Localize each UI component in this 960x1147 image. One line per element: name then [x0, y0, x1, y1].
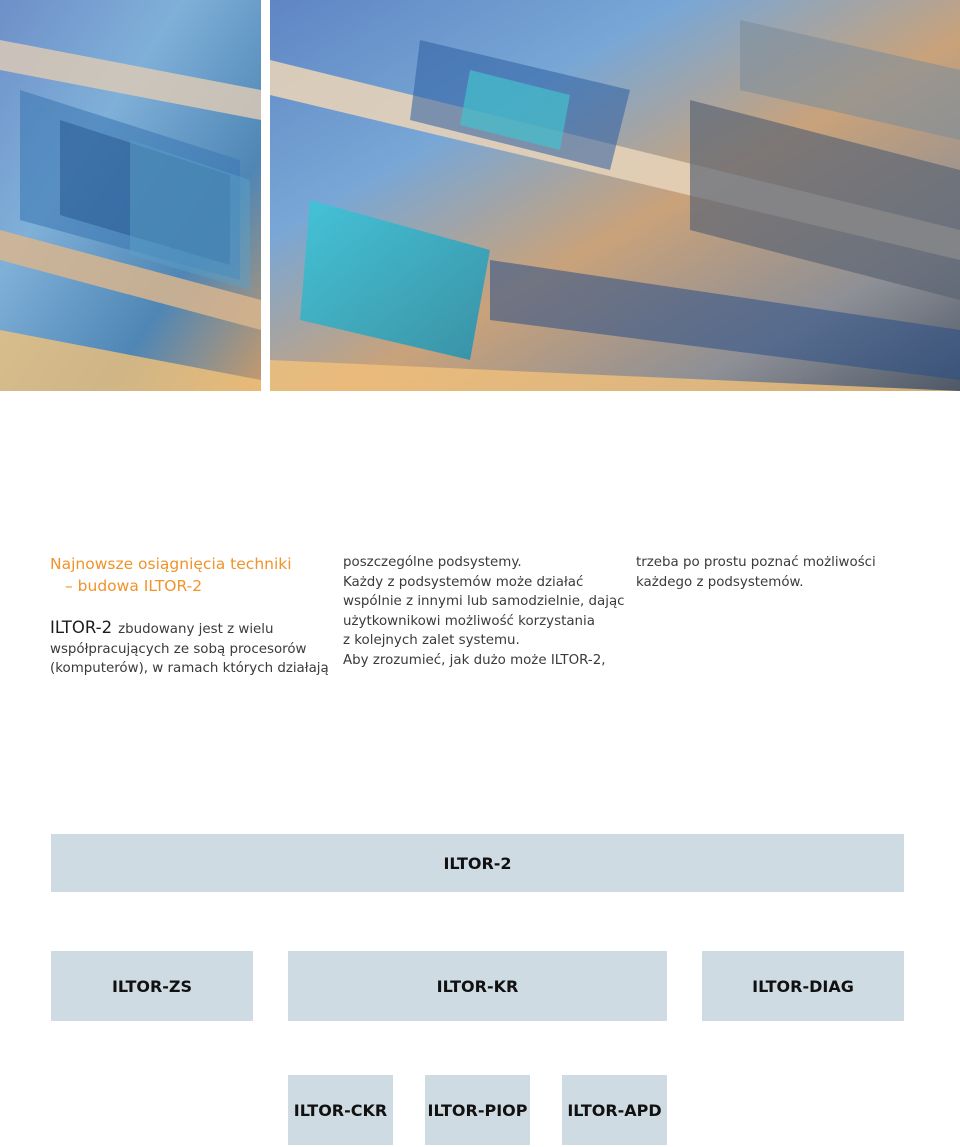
heading-line-2: – budowa ILTOR-2	[65, 577, 203, 595]
heading-line-1: Najnowsze osiągnięcia techniki	[50, 555, 292, 573]
body-line: z kolejnych zalet systemu.	[343, 633, 520, 648]
diagram-root-box: ILTOR-2	[51, 834, 904, 892]
diagram-box-kr: ILTOR-KR	[288, 951, 667, 1021]
body-line: trzeba po prostu poznać możliwości	[636, 555, 876, 570]
brand-name: ILTOR-2	[50, 618, 113, 637]
body-line: wspólnie z innymi lub samodzielnie, dając	[343, 594, 625, 609]
diagram-box-zs: ILTOR-ZS	[51, 951, 253, 1021]
body-column-2	[343, 553, 628, 670]
body-line: poszczególne podsystemy.	[343, 555, 522, 570]
body-column-1	[50, 618, 330, 679]
section-heading	[50, 553, 330, 597]
diagram-box-piop: ILTOR-PIOP	[425, 1075, 530, 1145]
body-line: Aby zrozumieć, jak dużo może ILTOR-2,	[343, 652, 606, 668]
diagram-box-apd: ILTOR-APD	[562, 1075, 667, 1145]
body-line: każdego z podsystemów.	[636, 574, 804, 590]
hardware-photo-left	[0, 0, 261, 391]
diagram-box-ckr: ILTOR-CKR	[288, 1075, 393, 1145]
diagram-box-diag: ILTOR-DIAG	[702, 951, 904, 1021]
body-line: Każdy z podsystemów może działać	[343, 574, 584, 590]
body-column-3	[636, 553, 956, 592]
hardware-photo-right	[270, 0, 960, 391]
body-line: użytkownikowi możliwość korzystania	[343, 613, 595, 629]
body-text-1: zbudowany jest z wielu współpracujących ze sobą procesorów (komputerów), w ramach których działają	[50, 622, 329, 676]
